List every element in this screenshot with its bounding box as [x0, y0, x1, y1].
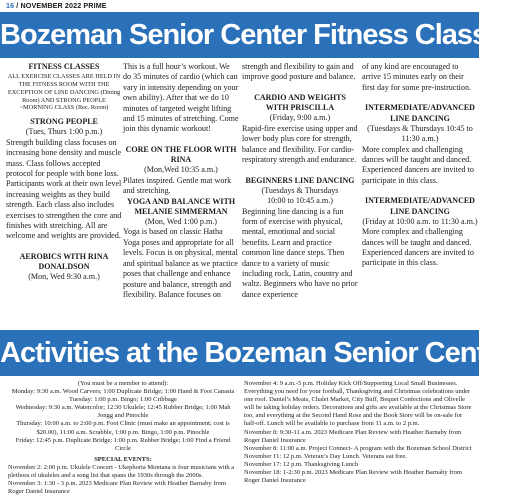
special-event-line: November 3: 1:30 - 3 p.m. 2023 Medicare Plan Review with Heather Barnaby from Roger Daniel Insurance	[8, 480, 226, 496]
activity-line: Monday: 9:30 a.m. Wood Carvers; 1:00 Duplicate Bridge; 1:00 Hand & Foot Canasta	[11, 388, 235, 396]
activity-line: Thursday: 10:00 a.m. to 2:00 p.m. Foot Clinic (must make an appointment; cost is $20.00), 11:00 a.m. Scrabble, 1:00 p.m. Bingo, 1:00 p.m. Pinochle	[16, 420, 230, 436]
page-folio	[6, 1, 107, 11]
column-4	[362, 62, 478, 269]
event-line: November 8: 11:00 a.m. Project Connect- A program with the Bozeman School District	[244, 444, 472, 452]
column-2	[123, 62, 239, 300]
advanced-line-dancing-time-1: (Tuesdays & Thursdays 10:45 to 11:30 a.m.)	[367, 123, 473, 144]
yoga-description: Yoga is based on classic Hatha Yoga poses and appropriate for all levels. Focus is on physical, mental and spiritual balance as we practice poses that challenge and enhance posture and balance, strength and flexibility. Balance focuses on	[123, 227, 238, 299]
column-1	[6, 62, 122, 283]
membership-note: (You must be a member to attend):	[77, 380, 169, 387]
cardio-weights-time: (Friday, 9:00 a.m.)	[269, 113, 331, 123]
beginners-line-dancing-continued: of any kind are encouraged to arrive 15 minutes early on their first day for some pre-instruction.	[362, 62, 472, 92]
advanced-line-dancing-description-2: More complex and challenging dances will be taught and danced. Experienced dancers are invited to participate in this class.	[362, 227, 474, 268]
core-floor-description: Pilates inspired. Gentle mat work and stretching.	[123, 175, 232, 196]
core-floor-time: (Mon,Wed 10:35 a.m.)	[144, 165, 218, 175]
event-line: November 4: 9 a.m.-5 p.m. Holiday Kick Off/Supporting Local Small Businesses. Everything you need for your football, Thanksgiving and Christmas celebrations under one roof. Daniel’s Meats, Chalet Market, City Buff, Bequet Confections and Olivelle will be taking holiday orders. Decorations and gifts are available at the Christmas Store too, and everything at the Second Hand Rose and the Book Store will be on-sale for half-off. Lunch will be available to purchase from 11 a.m. to 2 p.m.	[244, 380, 472, 428]
issue-label: / NOVEMBER 2022 PRIME	[14, 1, 107, 10]
event-line: November 11: 12 p.m. Veteran’s Day Lunch. Veterans eat free.	[244, 452, 407, 460]
advanced-line-dancing-heading-1: INTERMEDIATE/ADVANCED LINE DANCING	[365, 103, 475, 123]
special-events-heading: SPECIAL EVENTS:	[94, 455, 152, 463]
special-event-line: November 2: 2:00 p.m. Ukulele Concert - Ukephoria Montana is four musicians with a plethora of ukuleles and a song list that spans the 1930s through the 2000s.	[8, 463, 235, 480]
strong-people-time: (Tues, Thurs 1:00 p.m.)	[25, 127, 103, 137]
november-events	[244, 380, 474, 485]
advanced-line-dancing-heading-2: INTERMEDIATE/ADVANCED LINE DANCING	[365, 196, 475, 216]
beginners-line-dancing-days: (Tuesdays & Thursdays	[261, 185, 339, 195]
cardio-weights-description: Rapid-fire exercise using upper and lower body plus core for strength, balance and flexibility. For cardio-respiratory strength and endurance.	[242, 123, 358, 165]
yoga-time: (Mon, Wed 1:00 p.m.)	[144, 217, 218, 227]
activity-line: Friday: 12:45 p.m. Duplicate Bridge; 1:00 p.m. Rubber Bridge; 1:00 Find a Friend Circle	[15, 436, 231, 452]
event-line: November 8: 9:30-11 a.m. 2023 Medicare Plan Review with Heather Barnaby from Roger Daniel Insurance	[244, 428, 462, 444]
fitness-classes-heading: FITNESS CLASSES	[28, 62, 100, 71]
yoga-description-continued: strength and flexibility to gain and improve good posture and balance.	[242, 62, 356, 82]
core-floor-heading: CORE ON THE FLOOR WITH RINA	[125, 145, 237, 165]
yoga-heading: YOGA AND BALANCE WITH MELANIE SIMMERMAN	[126, 196, 236, 216]
cardio-weights-heading: CARDIO AND WEIGHTS WITH PRISCILLA	[254, 93, 346, 113]
weekly-activities	[8, 380, 238, 496]
strong-people-heading: STRONG PEOPLE	[30, 117, 98, 127]
aerobics-time: (Mon, Wed 9:30 a.m.)	[28, 272, 100, 282]
event-line: November 17: 12 p.m. Thanksgiving Lunch	[244, 460, 359, 468]
strong-people-description: Strength building class focuses on increasing bone density and muscle mass. Class follows accepted protocol for people with bone loss. Participants work at their own level increasing weights as they build strength. Each class also includes exercises to strengthen the core and finishes with stretching. All are welcome and weights are provided.	[6, 137, 122, 241]
activity-line: Tuesday: 1:00 p.m. Bingo; 1:00 Cribbage	[69, 396, 177, 404]
column-3	[242, 62, 358, 300]
fitness-banner-title: Bozeman Senior Center Fitness Classes	[0, 12, 479, 58]
aerobics-description: This is a full hour’s workout. We do 35 minutes of cardio (which can vary in intensity depending on your own ability). After that we do 10 minutes of targeted weight lifting and 15 minutes of stretching. Come join this dynamic workout!	[123, 62, 239, 134]
activities-banner-title: Activities at the Bozeman Senior Center	[0, 330, 479, 376]
event-line: November 18: 1-2:30 p.m. 2023 Medicare Plan Review with Heather Barnaby from Roger Daniel Insurance	[244, 469, 462, 485]
beginners-line-dancing-time: 10:00 to 10:45 a.m.)	[267, 196, 333, 206]
beginners-line-dancing-heading: BEGINNERS LINE DANCING	[245, 175, 355, 185]
activity-line: Wednesday: 9:30 a.m. Watercolor; 12:30 Ukulele; 12:45 Rubber Bridge; 1:00 Mah Jongg and Pinochle	[15, 404, 231, 420]
advanced-line-dancing-time-2: (Friday at 10:00 a.m. to 11:30 a.m.)	[362, 216, 478, 226]
beginners-line-dancing-description: Beginning line dancing is a fun form of exercise with physical, mental, emotional and social benefits. Learn and practice common line dance steps. Then dance to a variety of music including rock, Latin, country and waltz. Beginners who have no prior dance experience	[242, 206, 358, 299]
fitness-room-notice: ALL EXERCISE CLASSES ARE HELD IN THE FITNESS ROOM WITH THE EXCEPTION OF LINE DANCING (Dining Room) AND STRONG PEOPLE ~MORNING CLASS (Rec. Room)	[7, 73, 121, 112]
advanced-line-dancing-description-1: More complex and challenging dances will be taught and danced. Experienced dancers are invited to participate in this class.	[362, 144, 474, 185]
page-number: 16	[6, 1, 15, 10]
aerobics-heading: AEROBICS WITH RINA DONALDSON	[19, 252, 109, 272]
